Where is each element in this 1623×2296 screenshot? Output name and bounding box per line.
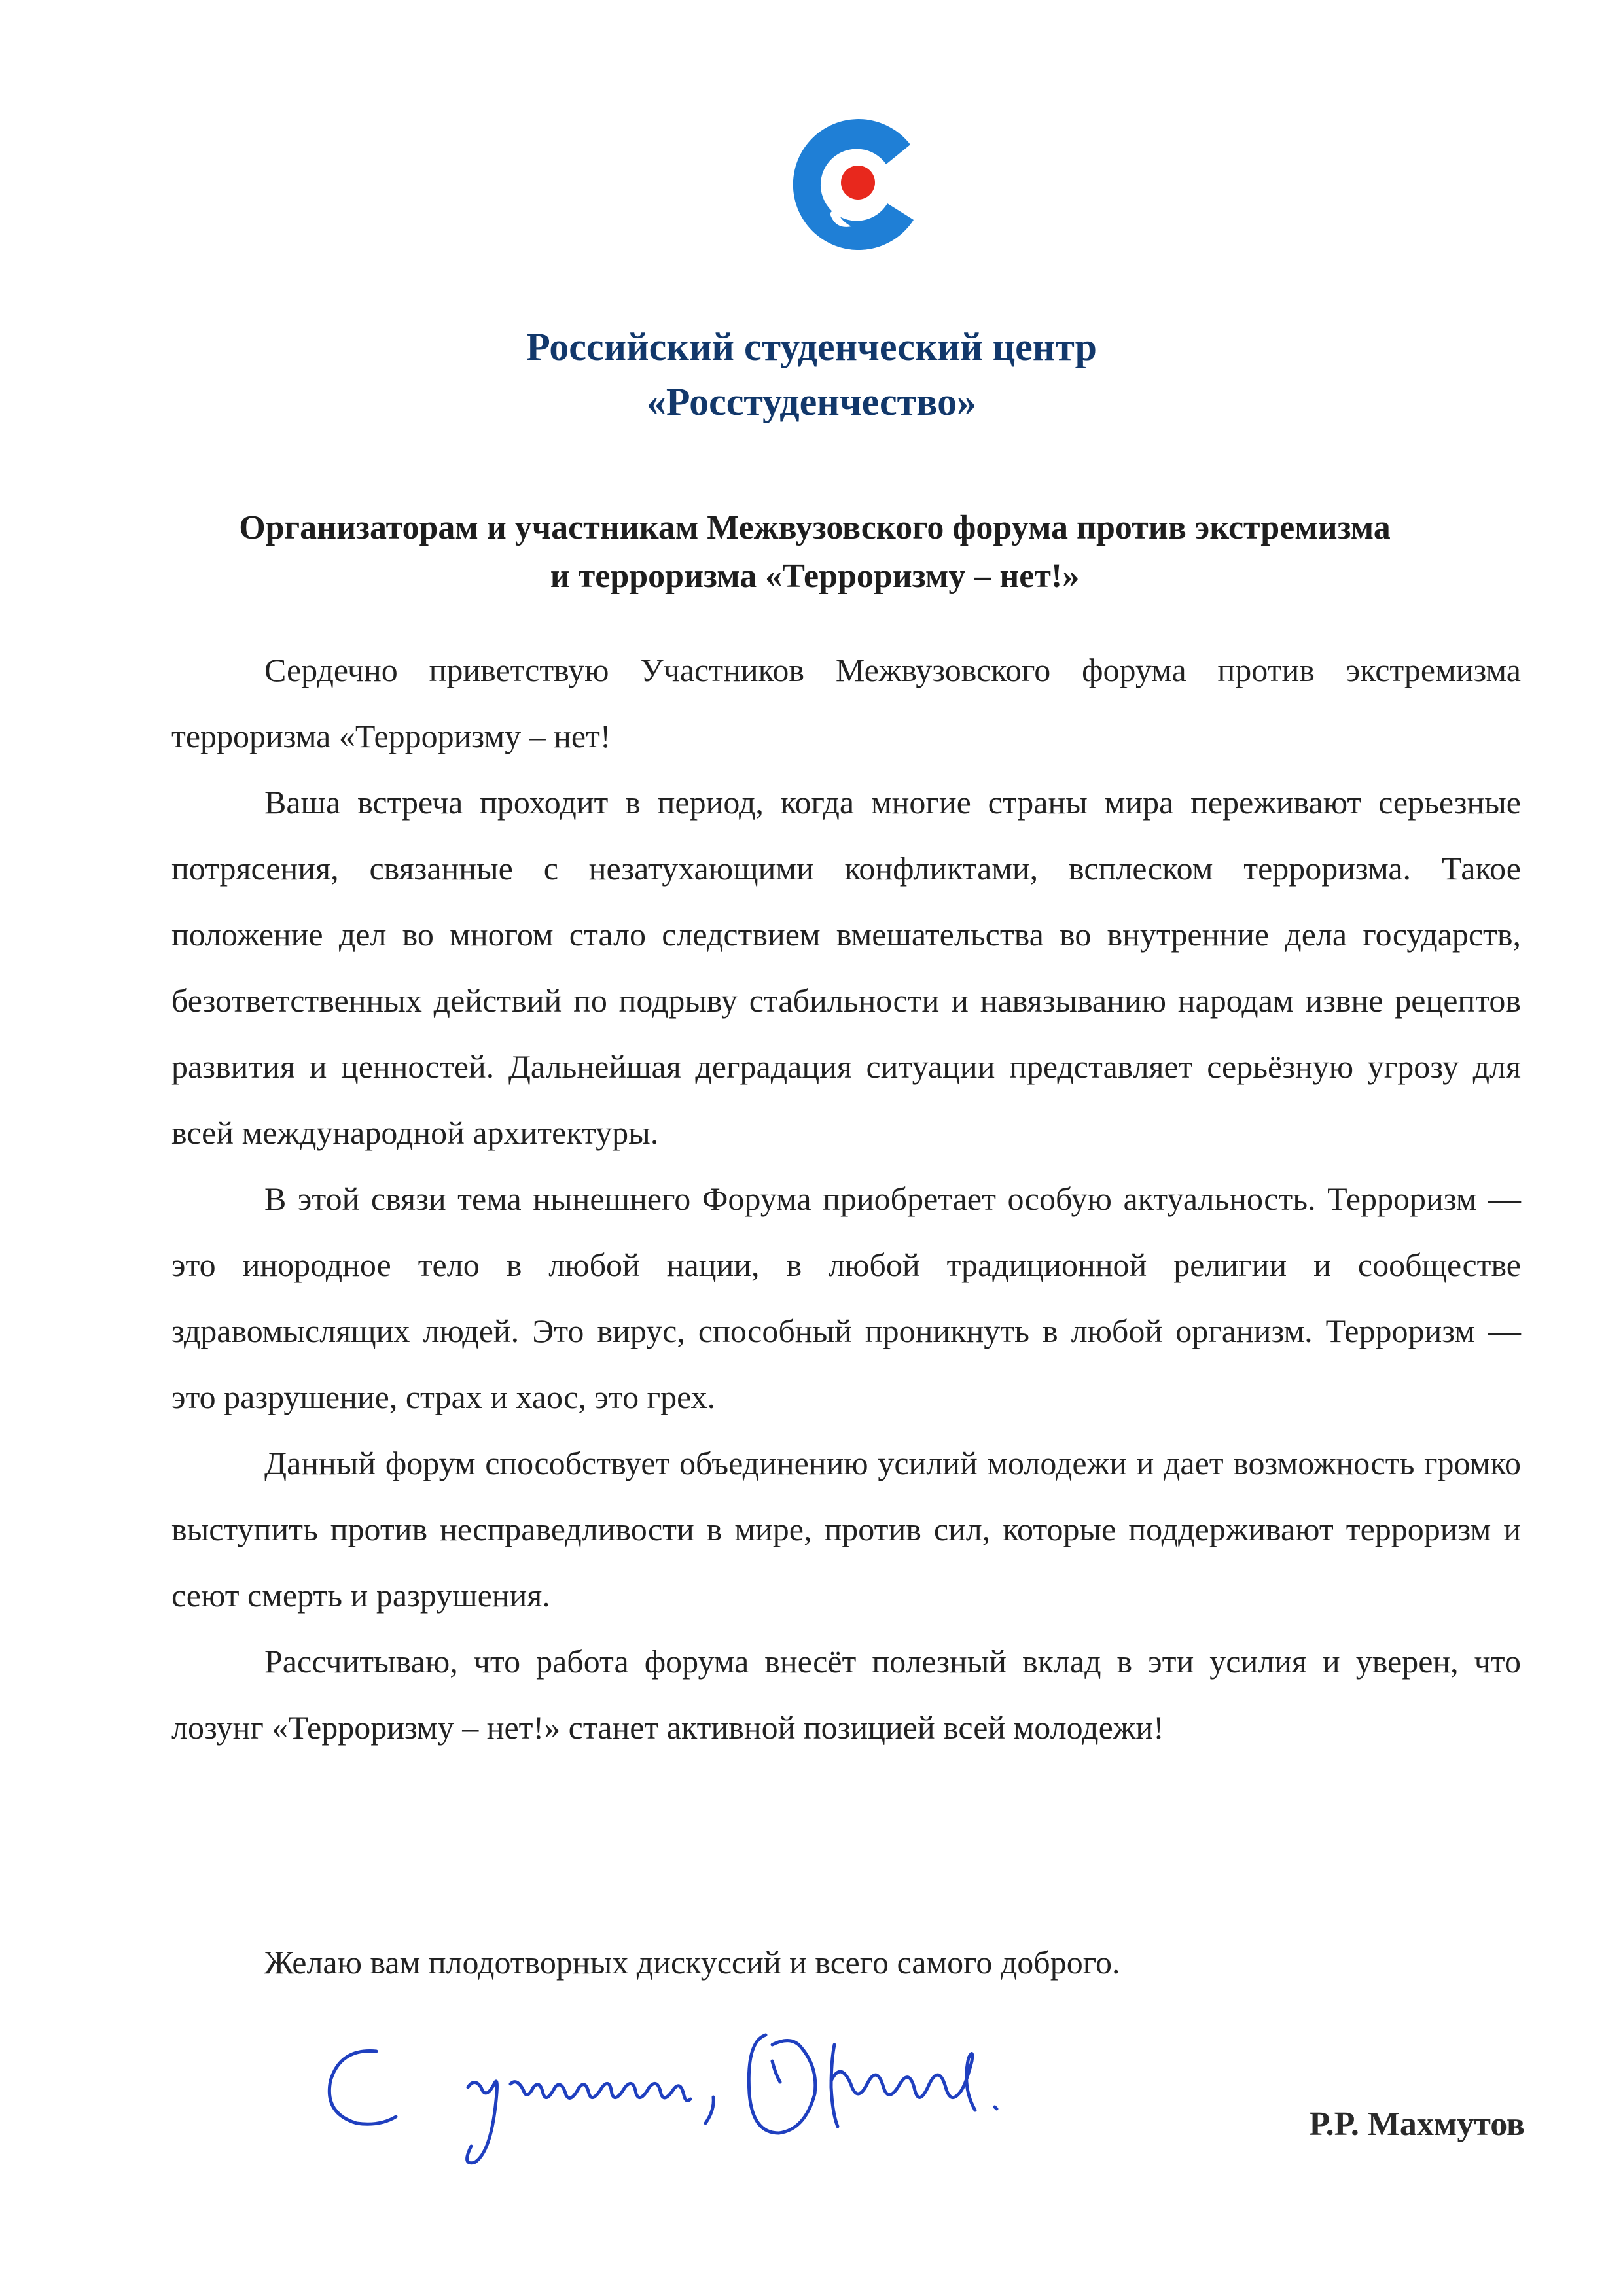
body-paragraph: Рассчитываю, что работа форума внесёт полезный вклад в эти усилия и уверен, что лозунг «Терроризму – нет!» станет активной позицией всей молодежи! — [171, 1643, 1521, 1746]
body-paragraph: Данный форум способствует объединению усилий молодежи и дает возможность громко выступить против несправедливости в мире, против сил, которые поддерживают терроризм и сеют смерть и разрушения. — [171, 1445, 1521, 1614]
signature-comma — [705, 2097, 713, 2123]
body-paragraph: Ваша встреча проходит в период, когда многие страны мира переживают серьезные потрясения, связанные с незатухающими конфликтами, всплеском терроризма. Такое положение дел во многом стало следствием вмешательства во внутренние дела государств, безответственных действий по подрыву стабильности и навязыванию народам извне рецептов развития и ценностей. Дальнейшая деградация ситуации представляет серьёзную угрозу для всей международной архитектуры. — [171, 784, 1521, 1151]
body-paragraph: В этой связи тема нынешнего Форума приобретает особую актуальность. Терроризм — это инородное тело в любой нации, в любой традиционной религии и сообществе здравомыслящих людей. Это вирус, способный проникнуть в любой организм. Терроризм — это разрушение, страх и хаос, это грех. — [171, 1180, 1521, 1415]
logo-red-dot — [841, 166, 875, 200]
closing-line: Желаю вам плодотворных дискуссий и всего самого доброго. — [264, 1944, 1120, 1981]
body-paragraph: Сердечно приветствую Участников Межвузовского форума против экстремизма терроризма «Терроризму – нет! — [171, 652, 1521, 754]
organization-name-line-2: «Росстуденчество» — [646, 380, 977, 423]
signature-letter-c — [329, 2051, 396, 2125]
organization-name — [0, 319, 1623, 429]
addressee-line-1: Организаторам и участникам Межвузовского форума против экстремизма — [239, 509, 1391, 546]
signature-surname — [831, 2045, 975, 2127]
signature-initials-loop — [749, 2035, 815, 2133]
addressee-line-2: и терроризма «Терроризму – нет!» — [550, 557, 1080, 595]
organization-name-line-1: Российский студенческий центр — [526, 325, 1097, 368]
signature-word-uvazheniem — [467, 2081, 690, 2163]
letter-body — [171, 637, 1521, 1761]
handwritten-signature — [314, 2022, 1165, 2185]
signature-dot — [995, 2107, 997, 2109]
rosstudenchestvo-logo-icon — [789, 115, 933, 253]
signer-name: Р.Р. Махмутов — [1309, 2106, 1525, 2143]
letter-addressee — [164, 504, 1466, 601]
